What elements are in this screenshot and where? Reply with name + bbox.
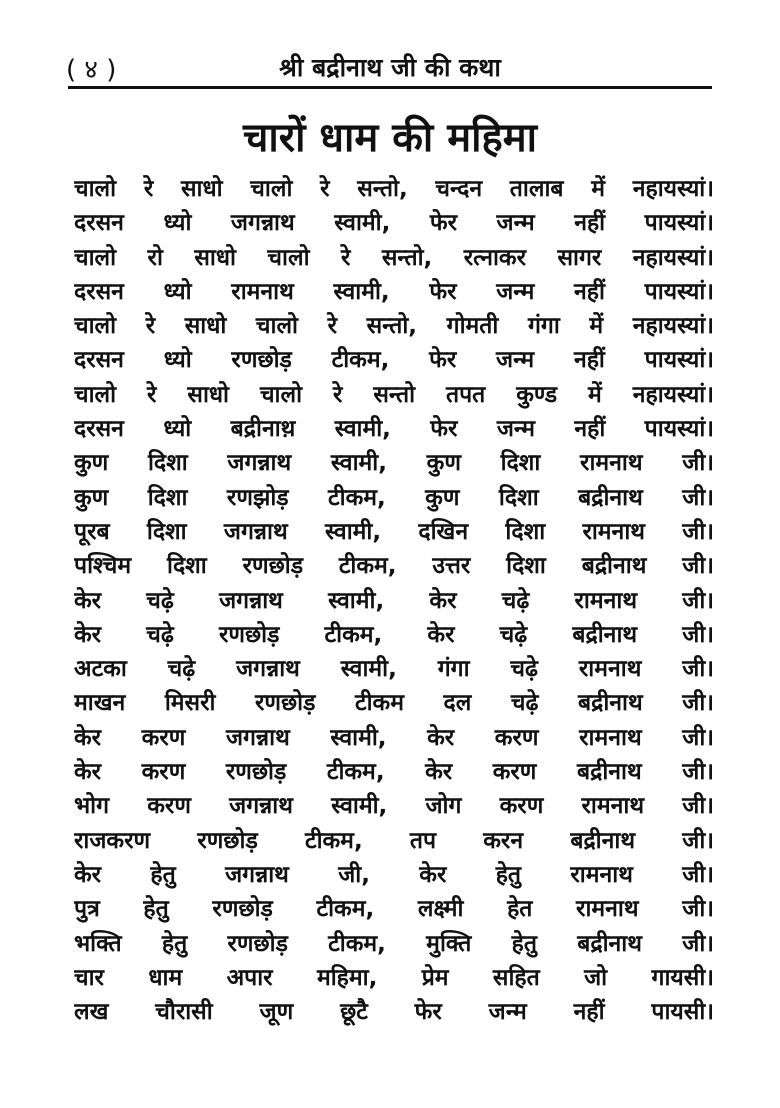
verse-line: दरसन ध्यो जगन्नाथ स्वामी, फेर जन्म नहीं पायस्यां। [74, 210, 714, 237]
verse-line: दरसन ध्यो बद्रीनाथ़ स्वामी, फेर जन्म नहीं पायस्यां। [74, 416, 714, 443]
verse-line: चार धाम अपार महिमा, प्रेम सहित जो गायसी। [74, 964, 714, 991]
verse-line: चालो रे साधो चालो रे सन्तो, चन्दन तालाब में नहायस्यां। [74, 176, 714, 202]
page-heading: चारों धाम की महिमा [242, 115, 538, 161]
verse-block [74, 172, 714, 1029]
verse-line: पश्चिम दिशा रणछोड़ टीकम, उत्तर दिशा बद्रीनाथ जी। [74, 553, 714, 580]
verse-line: भक्ति हेतु रणछोड़ टीकम, मुक्ति हेतु बद्रीनाथ जी। [74, 930, 714, 957]
verse-line: माखन मिसरी रणछोड़ टीकम दल चढ़े बद्रीनाथ जी। [74, 690, 714, 717]
verse-line: कुण दिशा रणझोड़ टीकम, कुण दिशा बद्रीनाथ जी। [74, 484, 714, 511]
verse-line: राजकरण रणछोड़ टीकम, तप करन बद्रीनाथ जी। [74, 827, 714, 854]
verse-line: कुण दिशा जगन्नाथ स्वामी, कुण दिशा रामनाथ जी। [74, 450, 714, 477]
verse-line: पुत्र हेतु रणछोड़ टीकम, लक्ष्मी हेत रामनाथ जी। [74, 896, 714, 923]
header-rule [68, 86, 712, 89]
verse-line: केर चढ़े जगन्नाथ स्वामी, केर चढ़े रामनाथ जी। [74, 587, 714, 614]
verse-line: केर करण रणछोड़ टीकम, केर करण बद्रीनाथ जी। [74, 759, 714, 786]
verse-line: चालो रे साधो चालो रे सन्तो तपत कुण्ड में नहायस्यां। [74, 381, 714, 408]
verse-line: दरसन ध्यो रणछोड़ टीकम, फेर जन्म नहीं पायस्यां। [74, 347, 714, 374]
verse-line: अटका चढ़े जगन्नाथ स्वामी, गंगा चढ़े रामनाथ जी। [74, 656, 714, 683]
verse-line: पूरब दिशा जगन्नाथ स्वामी, दखिन दिशा रामनाथ जी। [74, 518, 714, 545]
verse-line: चालो रो साधो चालो रे सन्तो, रत्नाकर सागर नहायस्यां। [74, 244, 714, 271]
verse-line: केर करण जगन्नाथ स्वामी, केर करण रामनाथ जी। [74, 724, 714, 751]
verse-line: चालो रे साधो चालो रे सन्तो, गोमती गंगा में नहायस्यां। [74, 313, 714, 340]
verse-line: भोग करण जगन्नाथ स्वामी, जोग करण रामनाथ जी। [74, 793, 714, 820]
verse-line: लख चौरासी जूण छूटै फेर जन्म नहीं पायसी। [74, 999, 714, 1026]
verse-line: केर हेतु जगन्नाथ जी, केर हेतु रामनाथ जी। [74, 861, 714, 888]
verse-line: दरसन ध्यो रामनाथ स्वामी, फेर जन्म नहीं पायस्यां। [74, 278, 714, 305]
page-number: ( ४ ) [66, 55, 117, 85]
running-title: श्री बद्रीनाथ जी की कथा [279, 53, 501, 82]
verse-line: केर चढ़े रणछोड़ टीकम, केर चढ़े बद्रीनाथ जी। [74, 621, 714, 648]
